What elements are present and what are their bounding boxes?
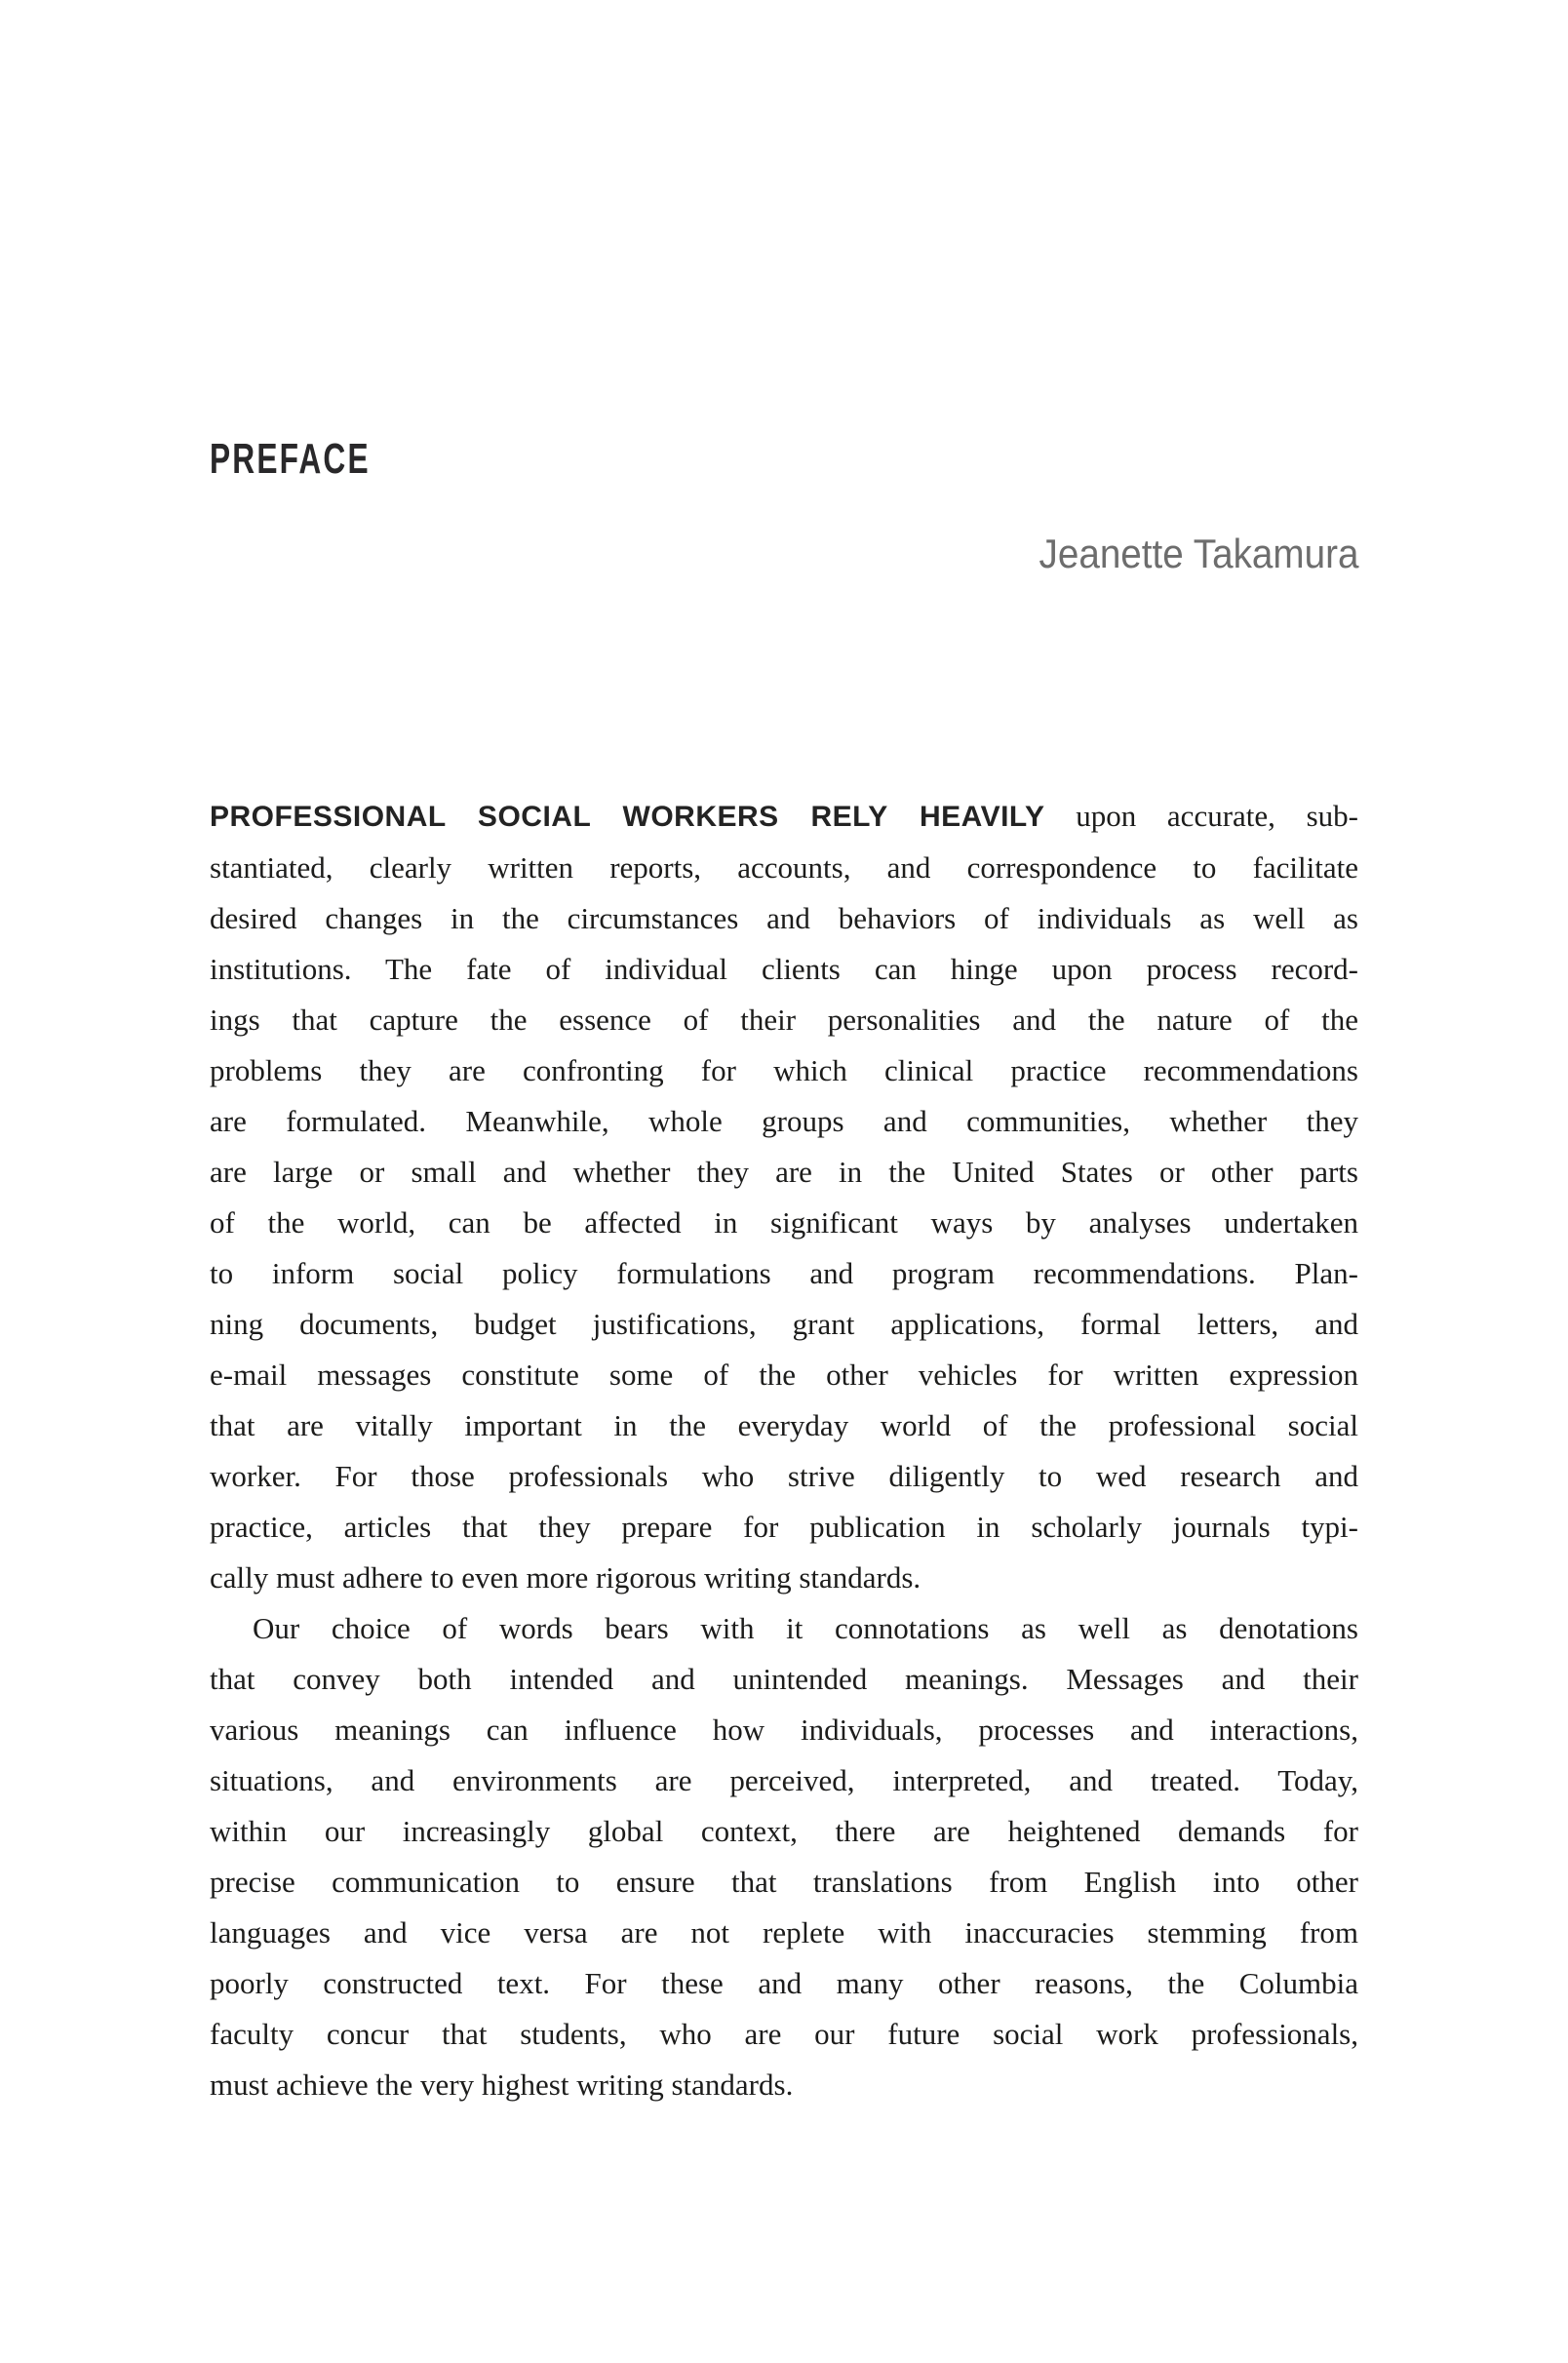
text-line: that are vitally important in the everyday world of the professional social bbox=[210, 1408, 1358, 1442]
text-line: of the world, can be affected in significant ways by analyses undertaken bbox=[210, 1205, 1358, 1240]
text-line: practice, articles that they prepare for publication in scholarly journals typi- bbox=[210, 1510, 1358, 1544]
text-line: to inform social policy formulations and program recommendations. Plan- bbox=[210, 1256, 1358, 1290]
text-line: must achieve the very highest writing standards. bbox=[210, 2068, 794, 2102]
text-line: within our increasingly global context, there are heightened demands for bbox=[210, 1814, 1358, 1848]
text-line: cally must adhere to even more rigorous writing standards. bbox=[210, 1560, 921, 1595]
opening-line-rest: upon accurate, sub- bbox=[1076, 799, 1358, 833]
text-line: languages and vice versa are not replete with inaccuracies stemming from bbox=[210, 1915, 1358, 1949]
text-line: are formulated. Meanwhile, whole groups and communities, whether they bbox=[210, 1104, 1358, 1138]
paragraph-1-lines bbox=[210, 843, 1358, 1603]
text-line: poorly constructed text. For these and many other reasons, the Columbia bbox=[210, 1966, 1358, 2000]
text-line: Our choice of words bears with it connotations as well as denotations bbox=[253, 1611, 1358, 1645]
text-line: worker. For those professionals who strive diligently to wed research and bbox=[210, 1459, 1358, 1493]
text-line: e-mail messages constitute some of the other vehicles for written expression bbox=[210, 1358, 1358, 1392]
text-line: precise communication to ensure that translations from English into other bbox=[210, 1865, 1358, 1899]
text-line: various meanings can influence how individuals, processes and interactions, bbox=[210, 1713, 1358, 1747]
text-line: problems they are confronting for which clinical practice recommendations bbox=[210, 1053, 1358, 1087]
text-line: desired changes in the circumstances and behaviors of individuals as well as bbox=[210, 901, 1358, 935]
author-name: Jeanette Takamura bbox=[1039, 531, 1358, 576]
paragraph-2 bbox=[210, 1603, 1358, 2110]
opening-line bbox=[210, 791, 1358, 843]
text-line: that convey both intended and unintended meanings. Messages and their bbox=[210, 1662, 1358, 1696]
text-line: faculty concur that students, who are our future social work professionals, bbox=[210, 2017, 1358, 2051]
text-line: institutions. The fate of individual clients can hinge upon process record- bbox=[210, 952, 1358, 986]
body-text-block bbox=[210, 791, 1358, 2110]
text-line: are large or small and whether they are in the United States or other parts bbox=[210, 1155, 1358, 1189]
paragraph-1 bbox=[210, 791, 1358, 1603]
opening-lead-in: PROFESSIONAL SOCIAL WORKERS RELY HEAVILY bbox=[210, 801, 1045, 833]
text-line: ning documents, budget justifications, grant applications, formal letters, and bbox=[210, 1307, 1358, 1341]
text-line: ings that capture the essence of their personalities and the nature of the bbox=[210, 1003, 1358, 1037]
text-line: stantiated, clearly written reports, accounts, and correspondence to facilitate bbox=[210, 850, 1358, 885]
text-line: situations, and environments are perceived, interpreted, and treated. Today, bbox=[210, 1763, 1358, 1797]
chapter-title: PREFACE bbox=[210, 435, 371, 483]
